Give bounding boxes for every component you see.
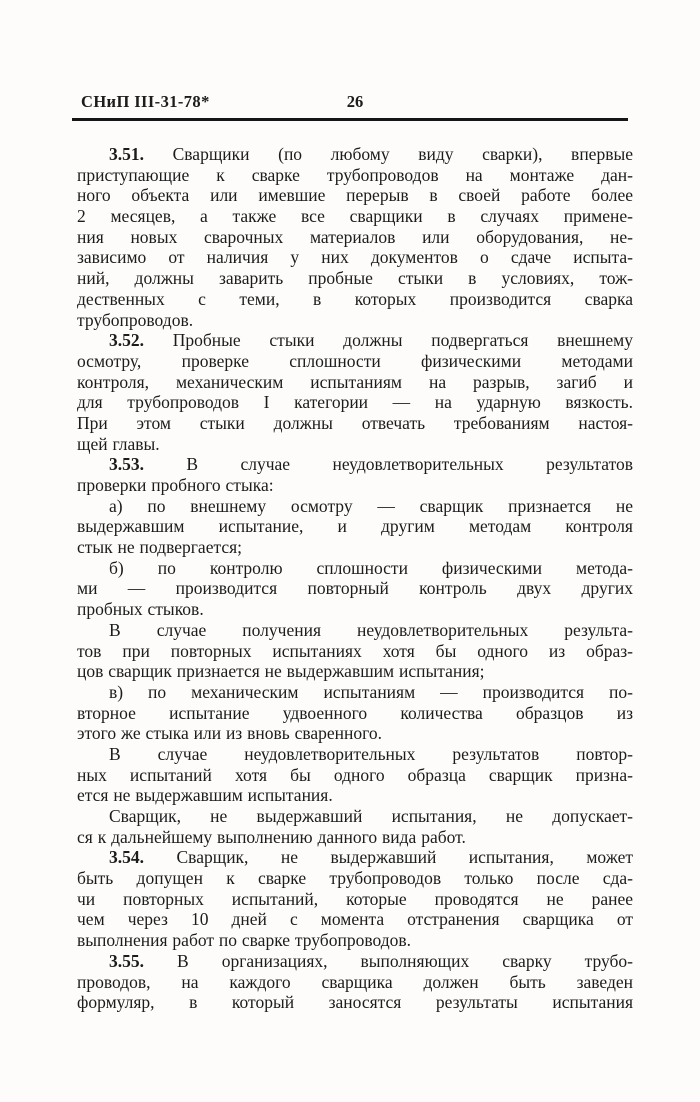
paragraph	[77, 806, 633, 847]
text-line: Сварщик, не выдержавший испытания, не допускает-	[109, 806, 633, 826]
body-text	[77, 144, 633, 1013]
paragraph	[77, 682, 633, 744]
page-number: 26	[346, 92, 364, 111]
text-line: контроля, механическим испытаниям на разрыв, загиб и	[77, 371, 633, 392]
text-line: в) по механическим испытаниям — производится по-	[109, 681, 633, 702]
text-line: 3.54. Сварщик, не выдержавший испытания, может	[109, 847, 633, 868]
text-line: проверки пробного стыка:	[77, 475, 274, 495]
clause-number: 3.53.	[109, 454, 144, 475]
clause-number: 3.51.	[109, 144, 144, 164]
text-line: зависимо от наличия у них документов о сдаче испыта-	[77, 247, 633, 268]
text-line: 2 месяцев, а также все сварщики в случаях примене-	[77, 206, 633, 227]
text-line: ных испытаний хотя бы одного образца сварщик призна-	[77, 764, 633, 785]
text-line: трубопроводов.	[77, 309, 194, 330]
clause-number: 3.52.	[109, 330, 144, 351]
text-line: ний, должны заварить пробные стыки в условиях, тож-	[77, 268, 633, 289]
text-line: стык не подвергается;	[77, 537, 243, 558]
text-line: ния новых сварочных материалов или оборудования, не-	[77, 226, 633, 247]
paragraph	[77, 496, 633, 558]
paragraph	[77, 951, 633, 1013]
paragraph	[77, 744, 633, 806]
text-line: 3.52. Пробные стыки должны подвергаться внешнему	[109, 330, 633, 351]
text-line: 3.55. В организациях, выполняющих сварку трубо-	[109, 950, 633, 971]
text-line: ми — производится повторный контроль двух других	[77, 578, 633, 599]
text-line: В случае неудовлетворительных результатов повтор-	[109, 743, 633, 764]
text-line: выполнения работ по сварке трубопроводов.	[77, 930, 412, 951]
text-line: 3.51. Сварщики (по любому виду сварки), впервые	[109, 144, 633, 164]
text-line: выдержавшим испытание, и другим методам контроля	[77, 516, 633, 537]
text-line: При этом стыки должны отвечать требованиям настоя-	[77, 412, 633, 433]
document-code: СНиП III-31-78*	[81, 92, 210, 111]
text-line: щей главы.	[77, 433, 160, 454]
text-line: дественных с теми, в которых производится сварка	[77, 288, 633, 309]
text-line: чем через 10 дней с момента отстранения сварщика от	[77, 909, 633, 930]
text-line: приступающие к сварке трубопроводов на монтаже дан-	[77, 164, 633, 185]
text-line: В случае получения неудовлетворительных результа-	[109, 619, 633, 640]
paragraph	[77, 620, 633, 682]
text-line: а) по внешнему осмотру — сварщик признается не	[109, 495, 633, 516]
text-line: цов сварщик признается не выдержавшим испытания;	[77, 661, 485, 682]
clause-number: 3.54.	[109, 847, 144, 868]
text-line: осмотру, проверке сплошности физическими методами	[77, 350, 633, 371]
text-line: пробных стыков.	[77, 599, 204, 620]
text-line: для трубопроводов I категории — на ударную вязкость.	[77, 392, 633, 413]
text-line: вторное испытание удвоенного количества образцов из	[77, 702, 633, 723]
text-line: формуляр, в который заносятся результаты испытания	[77, 992, 633, 1013]
text-line: б) по контролю сплошности физическими метода-	[109, 557, 633, 578]
text-line: этого же стыка или из вновь сваренного.	[77, 723, 383, 744]
paragraph	[77, 454, 633, 495]
paragraph	[77, 558, 633, 620]
paragraph	[77, 144, 633, 330]
paragraph	[77, 847, 633, 950]
text-line: 3.53. В случае неудовлетворительных результатов	[109, 454, 633, 475]
text-line: ется не выдержавшим испытания.	[77, 785, 333, 806]
text-line: тов при повторных испытаниях хотя бы одного из образ-	[77, 640, 633, 661]
text-line: ного объекта или имевшие перерыв в своей работе более	[77, 185, 633, 206]
text-line: быть допущен к сварке трубопроводов только после сда-	[77, 868, 633, 889]
paragraph	[77, 330, 633, 454]
text-line: чи повторных испытаний, которые проводятся не ранее	[77, 888, 633, 909]
clause-number: 3.55.	[109, 950, 144, 971]
header-rule	[72, 118, 628, 121]
text-line: ся к дальнейшему выполнению данного вида работ.	[77, 826, 466, 847]
text-line: проводов, на каждого сварщика должен быть заведен	[77, 971, 633, 992]
page-header	[81, 92, 633, 116]
